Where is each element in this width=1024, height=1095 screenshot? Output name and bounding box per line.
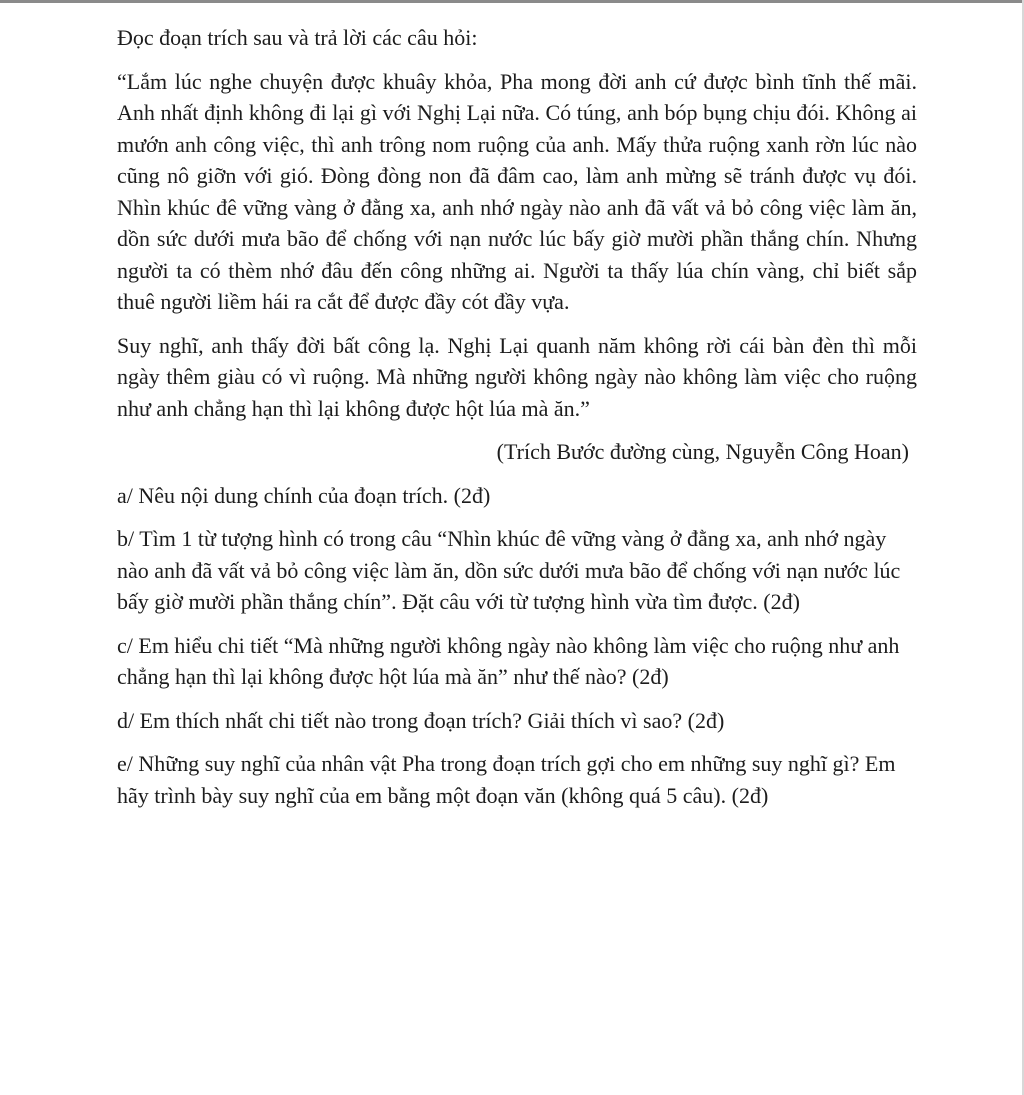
question-a: a/ Nêu nội dung chính của đoạn trích. (2đ): [117, 482, 491, 508]
question-list: [117, 480, 917, 812]
question-e: e/ Những suy nghĩ của nhân vật Pha trong đoạn trích gợi cho em những suy nghĩ gì? Em hãy trình bày suy nghĩ của em bằng một đoạn văn (không quá 5 câu). (2đ): [117, 751, 896, 808]
question-d: d/ Em thích nhất chi tiết nào trong đoạn trích? Giải thích vì sao? (2đ): [117, 707, 725, 733]
excerpt-citation: (Trích Bước đường cùng, Nguyễn Công Hoan): [496, 439, 909, 464]
top-border: [0, 0, 1024, 3]
excerpt-paragraph-2: Suy nghĩ, anh thấy đời bất công lạ. Nghị Lại quanh năm không rời cái bàn đèn thì mỗi ngày thêm giàu có vì ruộng. Mà những người không ngày nào không làm việc cho ruộng như anh chẳng hạn thì lại không được hột lúa mà ăn.”: [117, 332, 917, 421]
excerpt-paragraph-1: “Lắm lúc nghe chuyện được khuây khỏa, Pha mong đời anh cứ được bình tĩnh thế mãi. Anh nhất định không đi lại gì với Nghị Lại nữa. Có túng, anh bóp bụng chịu đói. Không ai mướn anh công việc, thì anh trông nom ruộng của anh. Mấy thửa ruộng xanh rờn lúc nào cũng nô giỡn với gió. Đòng đòng non đã đâm cao, làm anh mừng sẽ tránh được vụ đói. Nhìn khúc đê vững vàng ở đằng xa, anh nhớ ngày nào anh đã vất vả bỏ công việc làm ăn, dồn sức dưới mưa bão để chống với nạn nước lúc bấy giờ mười phần thắng chín. Nhưng người ta có thèm nhớ đâu đến công những ai. Người ta thấy lúa chín vàng, chỉ biết sắp thuê người liềm hái ra cắt để được đầy cót đầy vựa.: [117, 68, 917, 314]
question-b: b/ Tìm 1 từ tượng hình có trong câu “Nhìn khúc đê vững vàng ở đằng xa, anh nhớ ngày nào anh đã vất vả bỏ công việc làm ăn, dồn sức dưới mưa bão để chống với nạn nước lúc bấy giờ mười phần thắng chín”. Đặt câu với từ tượng hình vừa tìm được. (2đ): [117, 526, 901, 614]
excerpt: [117, 66, 917, 425]
question-c: c/ Em hiểu chi tiết “Mà những người không ngày nào không làm việc cho ruộng như anh chẳng hạn thì lại không được hột lúa mà ăn” như thế nào? (2đ): [117, 632, 900, 689]
instruction-text: Đọc đoạn trích sau và trả lời các câu hỏi:: [117, 25, 478, 50]
document-page: [117, 22, 917, 823]
